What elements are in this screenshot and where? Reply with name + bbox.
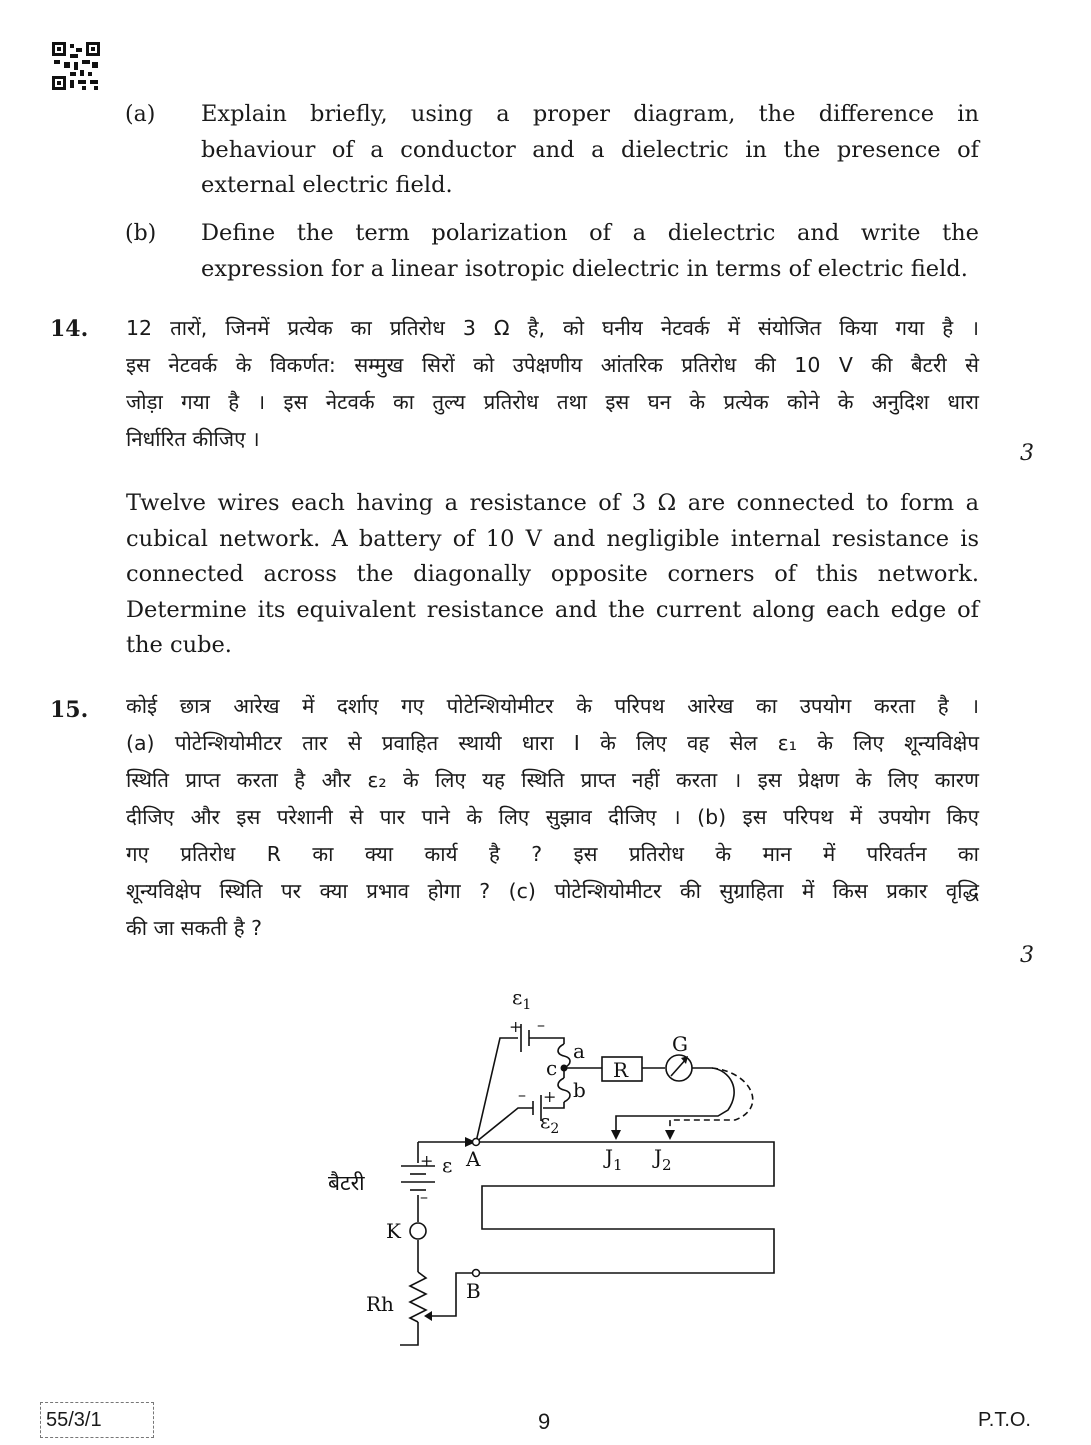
paper-code: 55/3/1 [46, 1409, 102, 1431]
label-c: c [546, 1056, 558, 1080]
jockey-j1-lead [616, 1068, 734, 1134]
label-eps2-minus: – [518, 1085, 526, 1104]
part-a-label: (a) [125, 102, 156, 127]
socket-a [558, 1044, 570, 1068]
label-b: b [573, 1078, 586, 1102]
label-terminal-a: A [466, 1147, 481, 1171]
socket-b [558, 1078, 570, 1102]
label-terminal-b: B [466, 1279, 481, 1303]
terminal-a [473, 1139, 480, 1146]
potentiometer-wire [476, 1142, 774, 1273]
question-15-number: 15. [50, 697, 89, 723]
label-r: R [613, 1058, 629, 1082]
label-eps2-plus: + [543, 1087, 557, 1106]
question-14-number: 14. [50, 316, 89, 342]
label-eps1-plus: + [509, 1017, 523, 1036]
label-eps1: $\varepsilon_1$ [512, 985, 532, 1013]
part-b-label: (b) [125, 221, 157, 246]
terminal-b [473, 1270, 480, 1277]
eps1-branch-lead [476, 1038, 518, 1142]
question-15-marks: 3 [1020, 943, 1034, 968]
eps2-branch-lead [476, 1108, 533, 1142]
part-a-text: Explain briefly, using a proper diagram, the difference in behaviour of a conductor and a dielectric in the presence of external electric field. [201, 101, 979, 198]
label-battery-plus: + [420, 1151, 434, 1170]
label-j2: $J_2$ [654, 1145, 672, 1174]
label-rheostat: Rh [366, 1292, 394, 1316]
question-14-hindi: 12 तारों, जिनमें प्रत्येक का प्रतिरोध 3 Ω है, को घनीय नेटवर्क में संयोजित किया गया है । इस नेटवर्क के विकर्णत: सम्मुख सिरों को उपेक्षणीय आंतरिक प्रतिरोध की 10 V की बैटरी से जोड़ा गया है । इस नेटवर्क का तुल्य प्रतिरोध तथा इस घन के प्रत्येक कोने के अनुदिश धारा निर्धारित कीजिए । [126, 316, 979, 451]
jockey-j2-arrow [665, 1130, 675, 1140]
label-a: a [573, 1039, 585, 1063]
label-j1: $J_1$ [605, 1145, 623, 1174]
part-b-text: Define the term polarization of a dielectric and write the expression for a linear isotropic dielectric in terms of electric field. [201, 220, 979, 282]
label-key-k: K [386, 1219, 401, 1243]
label-battery: बैटरी [328, 1171, 365, 1195]
question-14-english: Twelve wires each having a resistance of 3 Ω are connected to form a cubical network. A battery of 10 V and negligible internal resistance is connected across the diagonally opposite corners of this network. Determine its equivalent resistance and the current along each edge of the cube. [126, 490, 979, 658]
label-g: G [672, 1032, 688, 1056]
jockey-j1-arrow [611, 1130, 621, 1140]
key-k-symbol [410, 1223, 426, 1239]
page-number: 9 [538, 1409, 551, 1434]
question-15-hindi: कोई छात्र आरेख में दर्शाए गए पोटेन्शियोमीटर के परिपथ आरेख का उपयोग करता है । (a) पोटेन्शियोमीटर तार से प्रवाहित स्थायी धारा I के लिए वह सेल ε₁ के लिए शून्यविक्षेप स्थिति प्राप्त करता है और ε₂ के लिए यह स्थिति प्राप्त नहीं करता । इस प्रेक्षण के लिए कारण दीजिए और इस परेशानी से पार पाने के लिए सुझाव दीजिए । (b) इस परिपथ में उपयोग किए गए प्रतिरोध R का क्या कार्य है ? इस प्रतिरोध के मान में परिवर्तन का शून्यविक्षेप स्थिति पर क्या प्रभाव होगा ? (c) पोटेन्शियोमीटर की सुग्राहिता में किस प्रकार वृद्धि की जा सकती है ? [126, 694, 979, 940]
qr-code [52, 42, 100, 90]
label-eps1-minus: – [537, 1015, 545, 1034]
question-14-marks: 3 [1020, 441, 1034, 466]
label-eps2: $\varepsilon_2$ [540, 1109, 560, 1137]
potentiometer-circuit-diagram [300, 975, 800, 1360]
junction-c-dot [561, 1065, 568, 1072]
jockey-j2-lead [670, 1068, 753, 1134]
label-battery-emf: ε [442, 1153, 453, 1177]
rheostat-zigzag [410, 1272, 426, 1322]
rheostat-slider-arrow [424, 1311, 432, 1321]
please-turn-over: P.T.O. [978, 1409, 1031, 1431]
label-battery-minus: – [420, 1187, 428, 1206]
